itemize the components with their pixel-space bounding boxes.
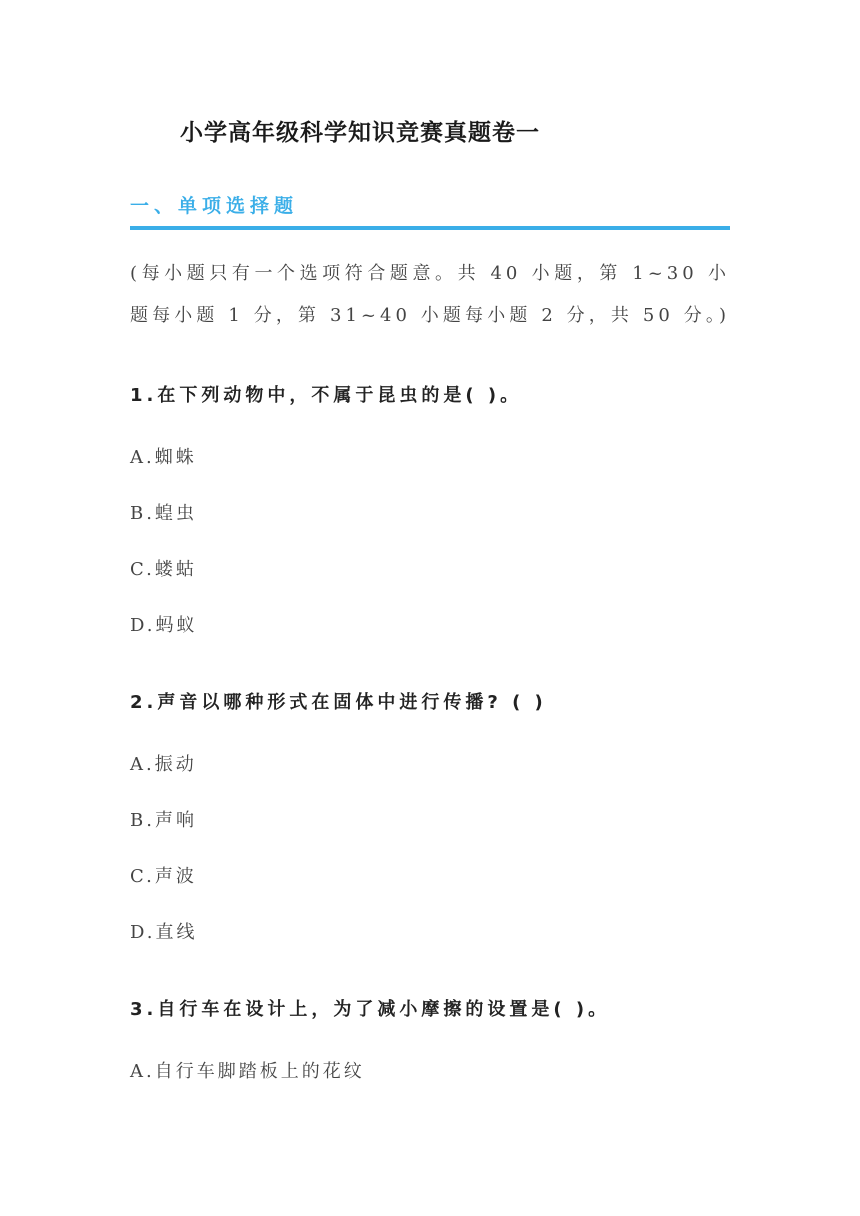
instructions-line: 题每小题 1 分，第 31~40 小题每小题 2 分，共 50 分。) (130, 305, 730, 326)
section-instructions (130, 253, 730, 337)
answer-option: C.声波 (130, 866, 197, 887)
document-title: 小学高年级科学知识竞赛真题卷一 (180, 120, 540, 146)
answer-option: A.蜘蛛 (130, 447, 197, 468)
question-stem: 2.声音以哪种形式在固体中进行传播? ( ) (130, 692, 547, 713)
answer-option: A.自行车脚踏板上的花纹 (130, 1061, 365, 1082)
question-stem: 1.在下列动物中，不属于昆虫的是( )。 (130, 385, 523, 406)
answer-option: B.声响 (130, 810, 197, 831)
section-heading: 一、单项选择题 (130, 195, 299, 217)
instructions-line: (每小题只有一个选项符合题意。共 40 小题，第 1~30 小 (130, 263, 730, 284)
answer-option: D.直线 (130, 922, 198, 943)
question-stem: 3.自行车在设计上，为了减小摩擦的设置是( )。 (130, 999, 611, 1020)
section-divider (130, 226, 730, 230)
answer-option: A.振动 (130, 754, 197, 775)
answer-option: B.蝗虫 (130, 503, 197, 524)
answer-option: D.蚂蚁 (130, 615, 198, 636)
answer-option: C.蝼蛄 (130, 559, 197, 580)
